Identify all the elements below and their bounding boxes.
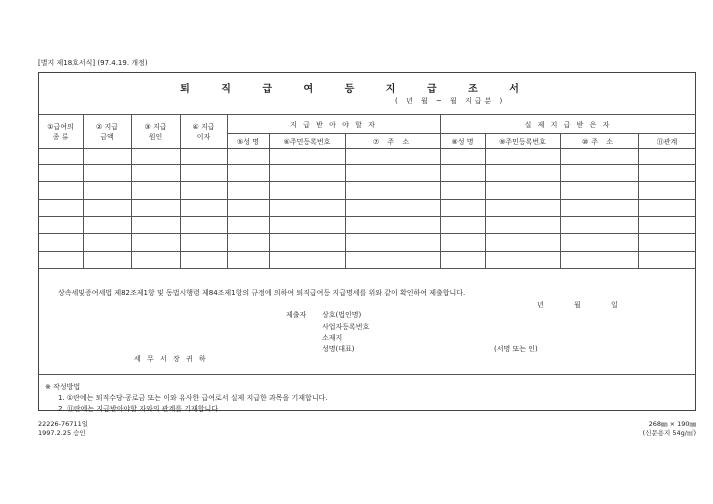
statement-text: 상속세및증여세법 제82조제1항 및 동법시행령 제84조제1항의 규정에 의하여 퇴직급여등 지급명세를 위와 같이 확인하여 제출합니다. bbox=[58, 289, 466, 297]
footer-form-number: 22226-76711일 bbox=[38, 420, 88, 428]
period-label: ( 년 월 ~ 월 지급분 ) bbox=[395, 97, 506, 105]
header-bottom-line bbox=[38, 148, 696, 149]
footer-approval: 1997.2.25 승인 bbox=[38, 429, 86, 437]
submitter-company: 상호(법인명) bbox=[322, 311, 362, 319]
col-header-name: ⑤성 명 bbox=[236, 138, 260, 146]
actual-recipient-group-header: 실 제 지 급 받 은 자 bbox=[524, 121, 612, 129]
group-divider-line bbox=[227, 133, 696, 134]
footer-paper-type: (신문용지 54g/㎡) bbox=[642, 429, 696, 437]
submitter-representative: 성명(대표) bbox=[322, 345, 355, 353]
col-header-interest: ④ 지급 이자 bbox=[192, 123, 215, 141]
col-line bbox=[485, 133, 486, 268]
col-line bbox=[638, 133, 639, 268]
col-header-id-number: ⑥주민등록번호 bbox=[283, 138, 331, 146]
col-line bbox=[560, 133, 561, 268]
signature-label: (서명 또는 인) bbox=[494, 345, 538, 353]
notes-divider-line bbox=[38, 374, 696, 375]
col-header-reason: ③ 지급 원인 bbox=[144, 123, 167, 141]
submitter-label: 제출자 bbox=[286, 311, 307, 319]
row-line bbox=[38, 199, 696, 200]
col-header-actual-name: ⑧성 명 bbox=[451, 138, 474, 146]
page-title: 퇴 직 급 여 등 지 급 조 서 bbox=[180, 84, 533, 95]
row-line bbox=[38, 251, 696, 252]
table-top-line bbox=[38, 114, 696, 115]
submitter-location: 소재지 bbox=[322, 334, 343, 342]
col-header-amount: ② 지급 금액 bbox=[95, 123, 119, 141]
date-fields: 년 월 일 bbox=[537, 301, 618, 309]
footer-paper-size: 268㎜ × 190㎜ bbox=[648, 420, 696, 428]
submitter-business-number: 사업자등록번호 bbox=[322, 323, 370, 331]
row-line bbox=[38, 233, 696, 234]
col-header-actual-address: ⑩주 소 bbox=[581, 138, 617, 146]
notes-title: ※ 작성방법 bbox=[45, 383, 81, 391]
col-header-address: ⑦ 주 소 bbox=[372, 138, 413, 146]
note-1: 1. ①란에는 퇴직수당·공로금 또는 이와 유사한 급여로서 실제 지급한 과목을 기재합니다. bbox=[58, 394, 328, 402]
row-line bbox=[38, 181, 696, 182]
row-line bbox=[38, 164, 696, 165]
form-label: [별지 제18호서식] (97.4.19. 개정) bbox=[38, 59, 148, 67]
recipient-group-header: 지 급 받 아 야 할 자 bbox=[290, 121, 377, 129]
note-2: 2. ⑪란에는 지급받아야할 자와의 관계를 기재합니다. bbox=[58, 405, 221, 413]
row-line bbox=[38, 216, 696, 217]
table-bottom-line bbox=[38, 268, 696, 269]
addressee: 세 무 서 장 귀 하 bbox=[134, 355, 208, 363]
col-header-relation: ⑪관계 bbox=[656, 138, 678, 146]
col-header-pay-type: ①급여의 종 류 bbox=[47, 123, 74, 141]
col-line bbox=[269, 133, 270, 268]
col-line bbox=[345, 133, 346, 268]
col-header-actual-id-number: ⑨주민등록번호 bbox=[499, 138, 546, 146]
